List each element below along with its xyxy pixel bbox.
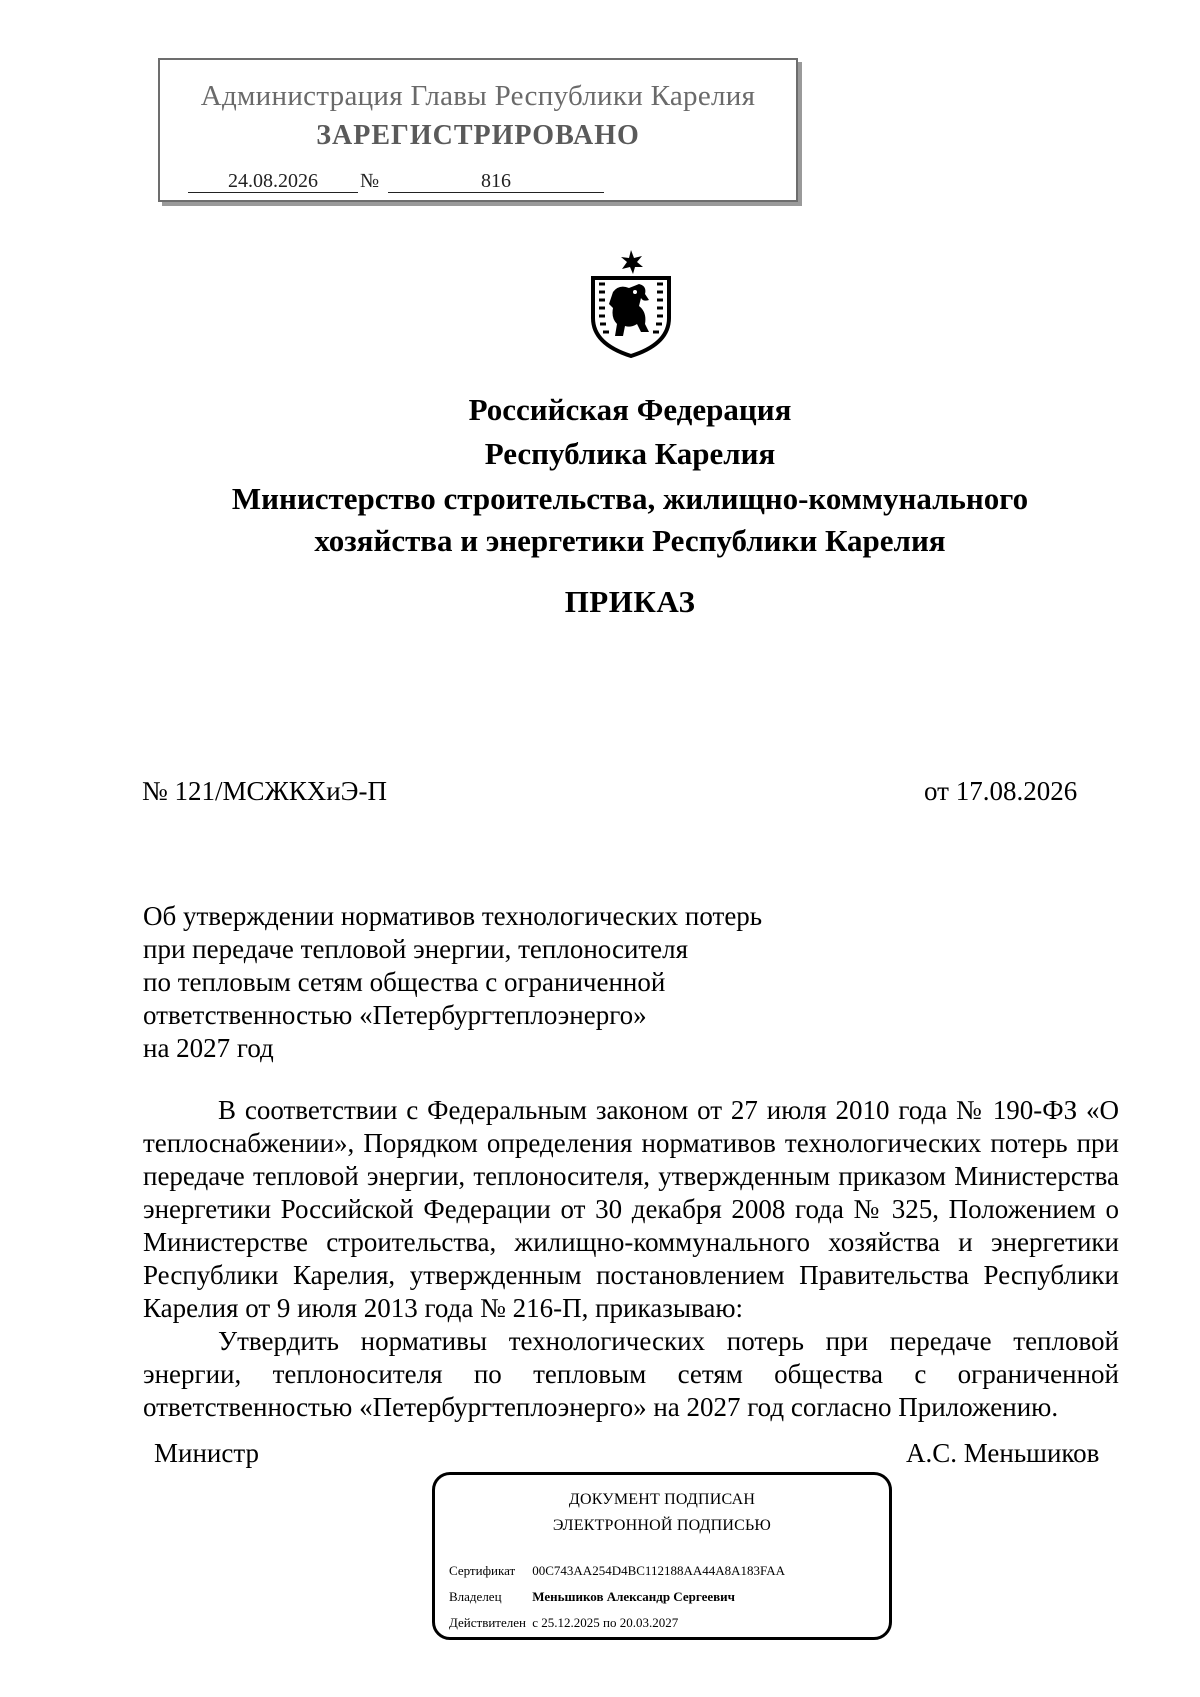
subject-line: ответственностью «Петербургтеплоэнерго» [143,1000,647,1030]
esign-title-line2: ЭЛЕКТРОННОЙ ПОДПИСЬЮ [552,1517,772,1534]
karelia-coat-of-arms-icon [583,248,679,358]
esign-owner-row [449,1589,735,1605]
header-country: Российская Федерация [468,392,792,427]
registration-stamp [158,58,798,202]
signer-position: Министр [154,1438,259,1468]
electronic-signature-stamp [432,1472,892,1640]
order-subject [143,900,762,1065]
subject-line: при передаче тепловой энергии, теплоносителя [143,934,689,964]
header-ministry-line1: Министерство строительства, жилищно-коммунального [231,481,1029,516]
header-ministry-line2: хозяйства и энергетики Республики Карелия [314,523,946,558]
esign-validity-label: Действителен [449,1615,526,1630]
body-paragraph-resolution: Утвердить нормативы технологических потерь при передаче тепловой энергии, теплоносителя по тепловым сетям общества с ограниченной ответственностью «Петербургтеплоэнерго» на 2027 год согласно Приложению. [143,1326,1119,1422]
esign-certificate-row [449,1563,785,1579]
registration-number-sign: № [360,170,380,192]
esign-owner-value: Меньшиков Александр Сергеевич [532,1589,735,1604]
subject-line: Об утверждении нормативов технологических потерь [143,901,763,931]
registration-date: 24.08.2026 [188,170,358,193]
signer-name: А.С. Меньшиков [906,1438,1100,1468]
registration-number: 816 [388,170,604,193]
order-number: № 121/МСЖКХиЭ-П [142,776,387,806]
esign-validity-value: с 25.12.2025 по 20.03.2027 [532,1615,679,1630]
order-date: от 17.08.2026 [924,776,1078,806]
esign-validity-row [449,1615,678,1631]
body-paragraph-legal-basis: В соответствии с Федеральным законом от 27 июля 2010 года № 190-ФЗ «О теплоснабжении», Порядком определения нормативов технологических потерь при передаче тепловой энергии, теплоносителя, утвержденным приказом Министерства энергетики Российской Федерации от 30 декабря 2008 года № 325, Положением о Министерстве строительства, жилищно-коммунального хозяйства и энергетики Республики Карелия, утвержденным постановлением Правительства Республики Карелия от 9 июля 2013 года № 216-П, приказываю: [143,1095,1119,1323]
esign-certificate-value: 00C743AA254D4BC112188AA44A8A183FAA [532,1563,786,1578]
esign-owner-label: Владелец [449,1589,502,1604]
esign-certificate-label: Сертификат [449,1563,516,1578]
order-title: ПРИКАЗ [564,584,696,619]
subject-line: на 2027 год [143,1033,274,1063]
header-republic: Республика Карелия [484,436,776,471]
registration-organization: Администрация Главы Республики Карелия [200,80,756,112]
order-body [143,1094,1119,1424]
esign-title-line1: ДОКУМЕНТ ПОДПИСАН [568,1491,756,1508]
subject-line: по тепловым сетям общества с ограниченной [143,967,666,997]
registration-title: ЗАРЕГИСТРИРОВАНО [316,120,640,151]
